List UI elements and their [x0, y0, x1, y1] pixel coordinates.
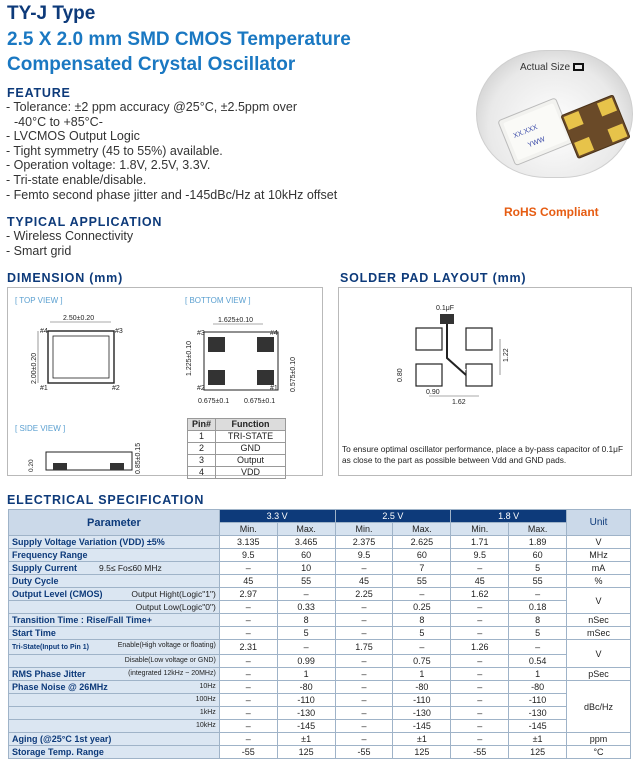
spec-value: –: [335, 681, 393, 694]
voltage-header-2v5: 2.5 V: [335, 510, 451, 523]
spec-value: –: [335, 733, 393, 746]
actual-size-square-icon: [573, 63, 584, 71]
bottom-pin-4: #4: [270, 330, 278, 337]
pin-row: [188, 467, 286, 479]
spec-value: 55: [393, 575, 451, 588]
spec-row: [9, 668, 631, 681]
spec-value: -55: [451, 746, 509, 759]
spec-row: [9, 655, 631, 668]
side-view-drawing: [28, 443, 142, 474]
spec-row: [9, 707, 631, 720]
spec-value: ±1: [277, 733, 335, 746]
spec-value: –: [335, 614, 393, 627]
actual-size-text: Actual Size: [520, 62, 571, 73]
electrical-spec-body: [9, 536, 631, 759]
spec-value: 10: [277, 562, 335, 575]
top-pin-2: #2: [112, 385, 120, 392]
product-photo: [490, 78, 630, 178]
spec-row: [9, 733, 631, 746]
parameter-cell: [9, 681, 220, 694]
spec-value: -145: [277, 720, 335, 733]
parameter-name: Supply Voltage Variation (VDD) ±5%: [12, 537, 165, 547]
application-heading: TYPICAL APPLICATION: [7, 215, 163, 229]
spec-value: 5: [277, 627, 335, 640]
product-title: [7, 27, 351, 77]
electrical-heading: ELECTRICAL SPECIFICATION: [7, 493, 205, 507]
spec-row: [9, 601, 631, 614]
spec-value: 1.75: [335, 640, 393, 655]
spec-value: 9.5: [451, 549, 509, 562]
pin-function: VDD: [216, 467, 286, 479]
parameter-condition: 100Hz: [195, 696, 216, 703]
chip-marking-2: YWW: [527, 135, 547, 150]
spec-value: –: [451, 601, 509, 614]
spec-unit: V: [567, 536, 631, 549]
rohs-compliant-label: RoHS Compliant: [504, 205, 599, 219]
spec-value: 3.465: [277, 536, 335, 549]
spec-unit: %: [567, 575, 631, 588]
spec-value: 2.375: [335, 536, 393, 549]
spec-value: –: [335, 694, 393, 707]
pin-header: Pin#: [188, 419, 216, 431]
spec-value: 60: [393, 549, 451, 562]
product-title-line-1: 2.5 X 2.0 mm SMD CMOS Temperature: [7, 29, 351, 50]
pad-width-dim-2: 0.675±0.1: [244, 398, 276, 405]
spec-unit: dBc/Hz: [567, 681, 631, 733]
actual-size-label: [520, 62, 584, 73]
feature-list: [6, 100, 337, 202]
spec-unit: nSec: [567, 614, 631, 627]
parameter-header: Parameter: [9, 510, 220, 536]
spec-value: –: [451, 707, 509, 720]
spec-value: –: [277, 588, 335, 601]
pin-number: 2: [188, 443, 216, 455]
voltage-header-row: [9, 510, 631, 523]
side-height-dim: 0.85±0.15: [135, 442, 142, 474]
parameter-cell: [9, 733, 220, 746]
parameter-condition: Output Hight(Logic"1"): [131, 589, 216, 599]
spec-unit: pSec: [567, 668, 631, 681]
spec-value: -80: [509, 681, 567, 694]
spec-value: 45: [335, 575, 393, 588]
spec-value: 9.5: [219, 549, 277, 562]
spec-row: [9, 694, 631, 707]
spec-value: –: [219, 614, 277, 627]
spec-value: –: [335, 562, 393, 575]
spec-value: 2.97: [219, 588, 277, 601]
spec-value: –: [451, 720, 509, 733]
parameter-name: Frequency Range: [12, 550, 88, 560]
spec-row: [9, 536, 631, 549]
spec-value: 0.75: [393, 655, 451, 668]
spec-value: 2.25: [335, 588, 393, 601]
spec-value: –: [451, 655, 509, 668]
pin-function: GND: [216, 443, 286, 455]
spec-value: -110: [393, 694, 451, 707]
pad-width: 0.90: [426, 389, 440, 396]
parameter-name: Output Level (CMOS): [12, 589, 103, 599]
parameter-condition: 9.5≤ Fo≤60 MHz: [99, 563, 162, 573]
spec-value: 8: [509, 614, 567, 627]
spec-value: –: [219, 707, 277, 720]
spec-value: –: [277, 640, 335, 655]
spec-value: 60: [277, 549, 335, 562]
feature-item: - LVCMOS Output Logic: [6, 129, 140, 144]
bottom-height-dim: 1.225±0.10: [186, 341, 193, 376]
bypass-capacitor-note: To ensure optimal oscillator performance, place a by-pass capacitor of 0.1μF as close to the part as possible between Vdd and GND pads.: [342, 444, 624, 465]
pad-height-dim: 0.575±0.10: [290, 357, 297, 392]
spec-row: [9, 720, 631, 733]
spec-value: –: [335, 720, 393, 733]
spec-unit: °C: [567, 746, 631, 759]
parameter-condition: 10kHz: [195, 722, 216, 729]
parameter-cell: [9, 707, 220, 720]
capacitor-label: 0.1μF: [436, 305, 455, 312]
spec-value: -145: [509, 720, 567, 733]
spec-value: 60: [509, 549, 567, 562]
parameter-cell: [9, 746, 220, 759]
spec-value: –: [509, 640, 567, 655]
parameter-condition: 1kHz: [199, 709, 216, 716]
spec-value: -80: [277, 681, 335, 694]
spec-row: [9, 681, 631, 694]
voltage-header-1v8: 1.8 V: [451, 510, 567, 523]
spec-value: 1: [393, 668, 451, 681]
spec-value: -55: [219, 746, 277, 759]
spec-unit: V: [567, 640, 631, 668]
spec-value: 1.71: [451, 536, 509, 549]
parameter-cell: [9, 601, 220, 614]
parameter-cell: [9, 562, 220, 575]
spec-unit: mSec: [567, 627, 631, 640]
min-header: Min.: [219, 523, 277, 536]
spec-value: –: [451, 681, 509, 694]
pin-function: Output: [216, 455, 286, 467]
spec-value: –: [509, 588, 567, 601]
parameter-condition: 10Hz: [199, 683, 216, 690]
spec-value: 1.89: [509, 536, 567, 549]
parameter-name: Storage Temp. Range: [12, 747, 104, 757]
spec-value: 125: [393, 746, 451, 759]
product-title-line-2: Compensated Crystal Oscillator: [7, 54, 296, 75]
spec-value: 1.26: [451, 640, 509, 655]
parameter-name: RMS Phase Jitter: [12, 669, 86, 679]
pad-pitch-horizontal: 1.62: [452, 399, 466, 406]
bottom-pin-2: #2: [197, 385, 205, 392]
spec-value: –: [451, 627, 509, 640]
function-header: Function: [216, 419, 286, 431]
parameter-name: Aging (@25°C 1st year): [12, 734, 112, 744]
spec-row: [9, 575, 631, 588]
parameter-cell: [9, 655, 220, 668]
min-header: Min.: [451, 523, 509, 536]
min-header: Min.: [335, 523, 393, 536]
parameter-cell: [9, 549, 220, 562]
spec-row: [9, 746, 631, 759]
max-header: Max.: [277, 523, 335, 536]
parameter-cell: [9, 694, 220, 707]
parameter-cell: [9, 627, 220, 640]
spec-value: –: [451, 614, 509, 627]
parameter-condition: Disable(Low voltage or GND): [124, 657, 216, 664]
spec-value: –: [219, 627, 277, 640]
spec-value: –: [451, 668, 509, 681]
application-list: [6, 229, 133, 258]
spec-value: –: [335, 655, 393, 668]
spec-value: 125: [277, 746, 335, 759]
voltage-header-3v3: 3.3 V: [219, 510, 335, 523]
solder-pad-drawing: [380, 300, 540, 415]
spec-value: 2.31: [219, 640, 277, 655]
spec-value: -130: [509, 707, 567, 720]
electrical-spec-table: [8, 509, 631, 759]
spec-value: –: [335, 627, 393, 640]
max-header: Max.: [509, 523, 567, 536]
feature-item: - Tolerance: ±2 ppm accuracy @25°C, ±2.5ppm over: [6, 100, 298, 114]
pin-number: 1: [188, 431, 216, 443]
parameter-cell: [9, 575, 220, 588]
spec-row: [9, 614, 631, 627]
spec-value: 0.99: [277, 655, 335, 668]
top-pin-1: #1: [40, 385, 48, 392]
spec-value: 1: [277, 668, 335, 681]
parameter-condition: Output Low(Logic"0"): [135, 602, 216, 612]
spec-value: 125: [509, 746, 567, 759]
pin-row: [188, 431, 286, 443]
bottom-view-label: [ BOTTOM VIEW ]: [185, 296, 251, 305]
parameter-condition: (integrated 12kHz ~ 20MHz): [128, 670, 216, 677]
bottom-pin-3: #3: [197, 330, 205, 337]
top-height-dim: 2.00±0.20: [31, 352, 38, 384]
spec-value: 55: [509, 575, 567, 588]
side-pad-dim: 0.20: [28, 459, 35, 472]
spec-value: 5: [393, 627, 451, 640]
feature-heading: FEATURE: [7, 86, 71, 100]
top-view-drawing: [31, 315, 123, 392]
spec-row: [9, 562, 631, 575]
spec-value: –: [219, 733, 277, 746]
crystal-bottom-chip: [561, 95, 630, 159]
spec-value: 0.25: [393, 601, 451, 614]
spec-value: 45: [219, 575, 277, 588]
spec-value: 55: [277, 575, 335, 588]
max-header: Max.: [393, 523, 451, 536]
feature-item: -40°C to +85°C-: [14, 114, 103, 129]
pin-table-header: [188, 419, 286, 431]
parameter-cell: [9, 536, 220, 549]
spec-value: ±1: [509, 733, 567, 746]
spec-value: –: [451, 694, 509, 707]
pad-pitch-vertical: 1.22: [503, 348, 510, 362]
spec-unit: MHz: [567, 549, 631, 562]
spec-row: [9, 640, 631, 655]
parameter-condition: Enable(High voltage or floating): [117, 642, 216, 649]
parameter-cell: [9, 614, 220, 627]
spec-value: –: [393, 588, 451, 601]
application-item: - Smart grid: [6, 243, 72, 258]
feature-item: - Femto second phase jitter and -145dBc/Hz at 10kHz offset: [6, 187, 338, 202]
spec-unit: V: [567, 588, 631, 614]
spec-value: –: [219, 720, 277, 733]
spec-value: –: [335, 707, 393, 720]
parameter-cell: [9, 720, 220, 733]
application-item: - Wireless Connectivity: [6, 229, 134, 243]
top-width-dim: 2.50±0.20: [63, 315, 95, 322]
spec-value: –: [219, 601, 277, 614]
spec-unit: mA: [567, 562, 631, 575]
pad-height: 0.80: [397, 368, 404, 382]
parameter-cell: [9, 668, 220, 681]
parameter-cell: [9, 588, 220, 601]
pin-row: [188, 455, 286, 467]
solder-pad-heading: SOLDER PAD LAYOUT (mm): [340, 271, 527, 285]
pad-width-dim-1: 0.675±0.1: [198, 398, 230, 405]
bottom-view-drawing: [186, 317, 297, 405]
pin-number: 4: [188, 467, 216, 479]
spec-value: 0.33: [277, 601, 335, 614]
spec-value: –: [335, 668, 393, 681]
spec-value: 8: [277, 614, 335, 627]
spec-value: ±1: [393, 733, 451, 746]
pin-number: 3: [188, 455, 216, 467]
parameter-name: Start Time: [12, 628, 56, 638]
bottom-pin-1: #1: [270, 385, 278, 392]
parameter-name: Tri-State(Input to Pin 1): [12, 644, 89, 651]
spec-value: -55: [335, 746, 393, 759]
spec-value: 7: [393, 562, 451, 575]
spec-value: -110: [277, 694, 335, 707]
parameter-cell: [9, 640, 220, 655]
spec-value: 8: [393, 614, 451, 627]
parameter-name: Duty Cycle: [12, 576, 59, 586]
spec-row: [9, 549, 631, 562]
feature-item: - Tri-state enable/disable.: [6, 172, 147, 187]
feature-item: - Tight symmetry (45 to 55%) available.: [6, 143, 223, 158]
crystal-top-chip: [498, 98, 573, 166]
spec-value: –: [393, 640, 451, 655]
spec-value: –: [219, 681, 277, 694]
spec-value: 5: [509, 627, 567, 640]
spec-value: 0.18: [509, 601, 567, 614]
chip-marking-1: XX.XXX: [512, 123, 539, 140]
spec-value: -80: [393, 681, 451, 694]
pin-function: TRI-STATE: [216, 431, 286, 443]
spec-value: 2.625: [393, 536, 451, 549]
spec-value: -145: [393, 720, 451, 733]
top-view-label: [ TOP VIEW ]: [15, 296, 63, 305]
spec-value: -110: [509, 694, 567, 707]
spec-value: -130: [393, 707, 451, 720]
spec-value: -130: [277, 707, 335, 720]
spec-value: –: [219, 562, 277, 575]
bottom-width-dim: 1.625±0.10: [218, 317, 253, 324]
spec-value: –: [219, 694, 277, 707]
spec-value: –: [335, 601, 393, 614]
spec-row: [9, 588, 631, 601]
spec-unit: ppm: [567, 733, 631, 746]
spec-value: –: [219, 655, 277, 668]
spec-value: 1: [509, 668, 567, 681]
spec-value: 9.5: [335, 549, 393, 562]
feature-item: - Operation voltage: 1.8V, 2.5V, 3.3V.: [6, 158, 211, 173]
parameter-name: Supply Current: [12, 563, 78, 573]
spec-value: 45: [451, 575, 509, 588]
top-pin-3: #3: [115, 328, 123, 335]
spec-value: 1.62: [451, 588, 509, 601]
spec-value: 0.54: [509, 655, 567, 668]
spec-row: [9, 627, 631, 640]
parameter-name: Transition Time : Rise/Fall Time+: [12, 615, 152, 625]
spec-value: –: [219, 668, 277, 681]
spec-value: 5: [509, 562, 567, 575]
side-view-label: [ SIDE VIEW ]: [15, 424, 66, 433]
pin-function-table: [187, 418, 286, 479]
top-pin-4: #4: [40, 328, 48, 335]
product-type-title: TY-J Type: [7, 3, 96, 24]
spec-value: –: [451, 562, 509, 575]
dimension-heading: DIMENSION (mm): [7, 271, 124, 285]
spec-value: 3.135: [219, 536, 277, 549]
pin-row: [188, 443, 286, 455]
unit-header: Unit: [567, 510, 631, 536]
parameter-name: Phase Noise @ 26MHz: [12, 682, 108, 692]
spec-value: –: [451, 733, 509, 746]
